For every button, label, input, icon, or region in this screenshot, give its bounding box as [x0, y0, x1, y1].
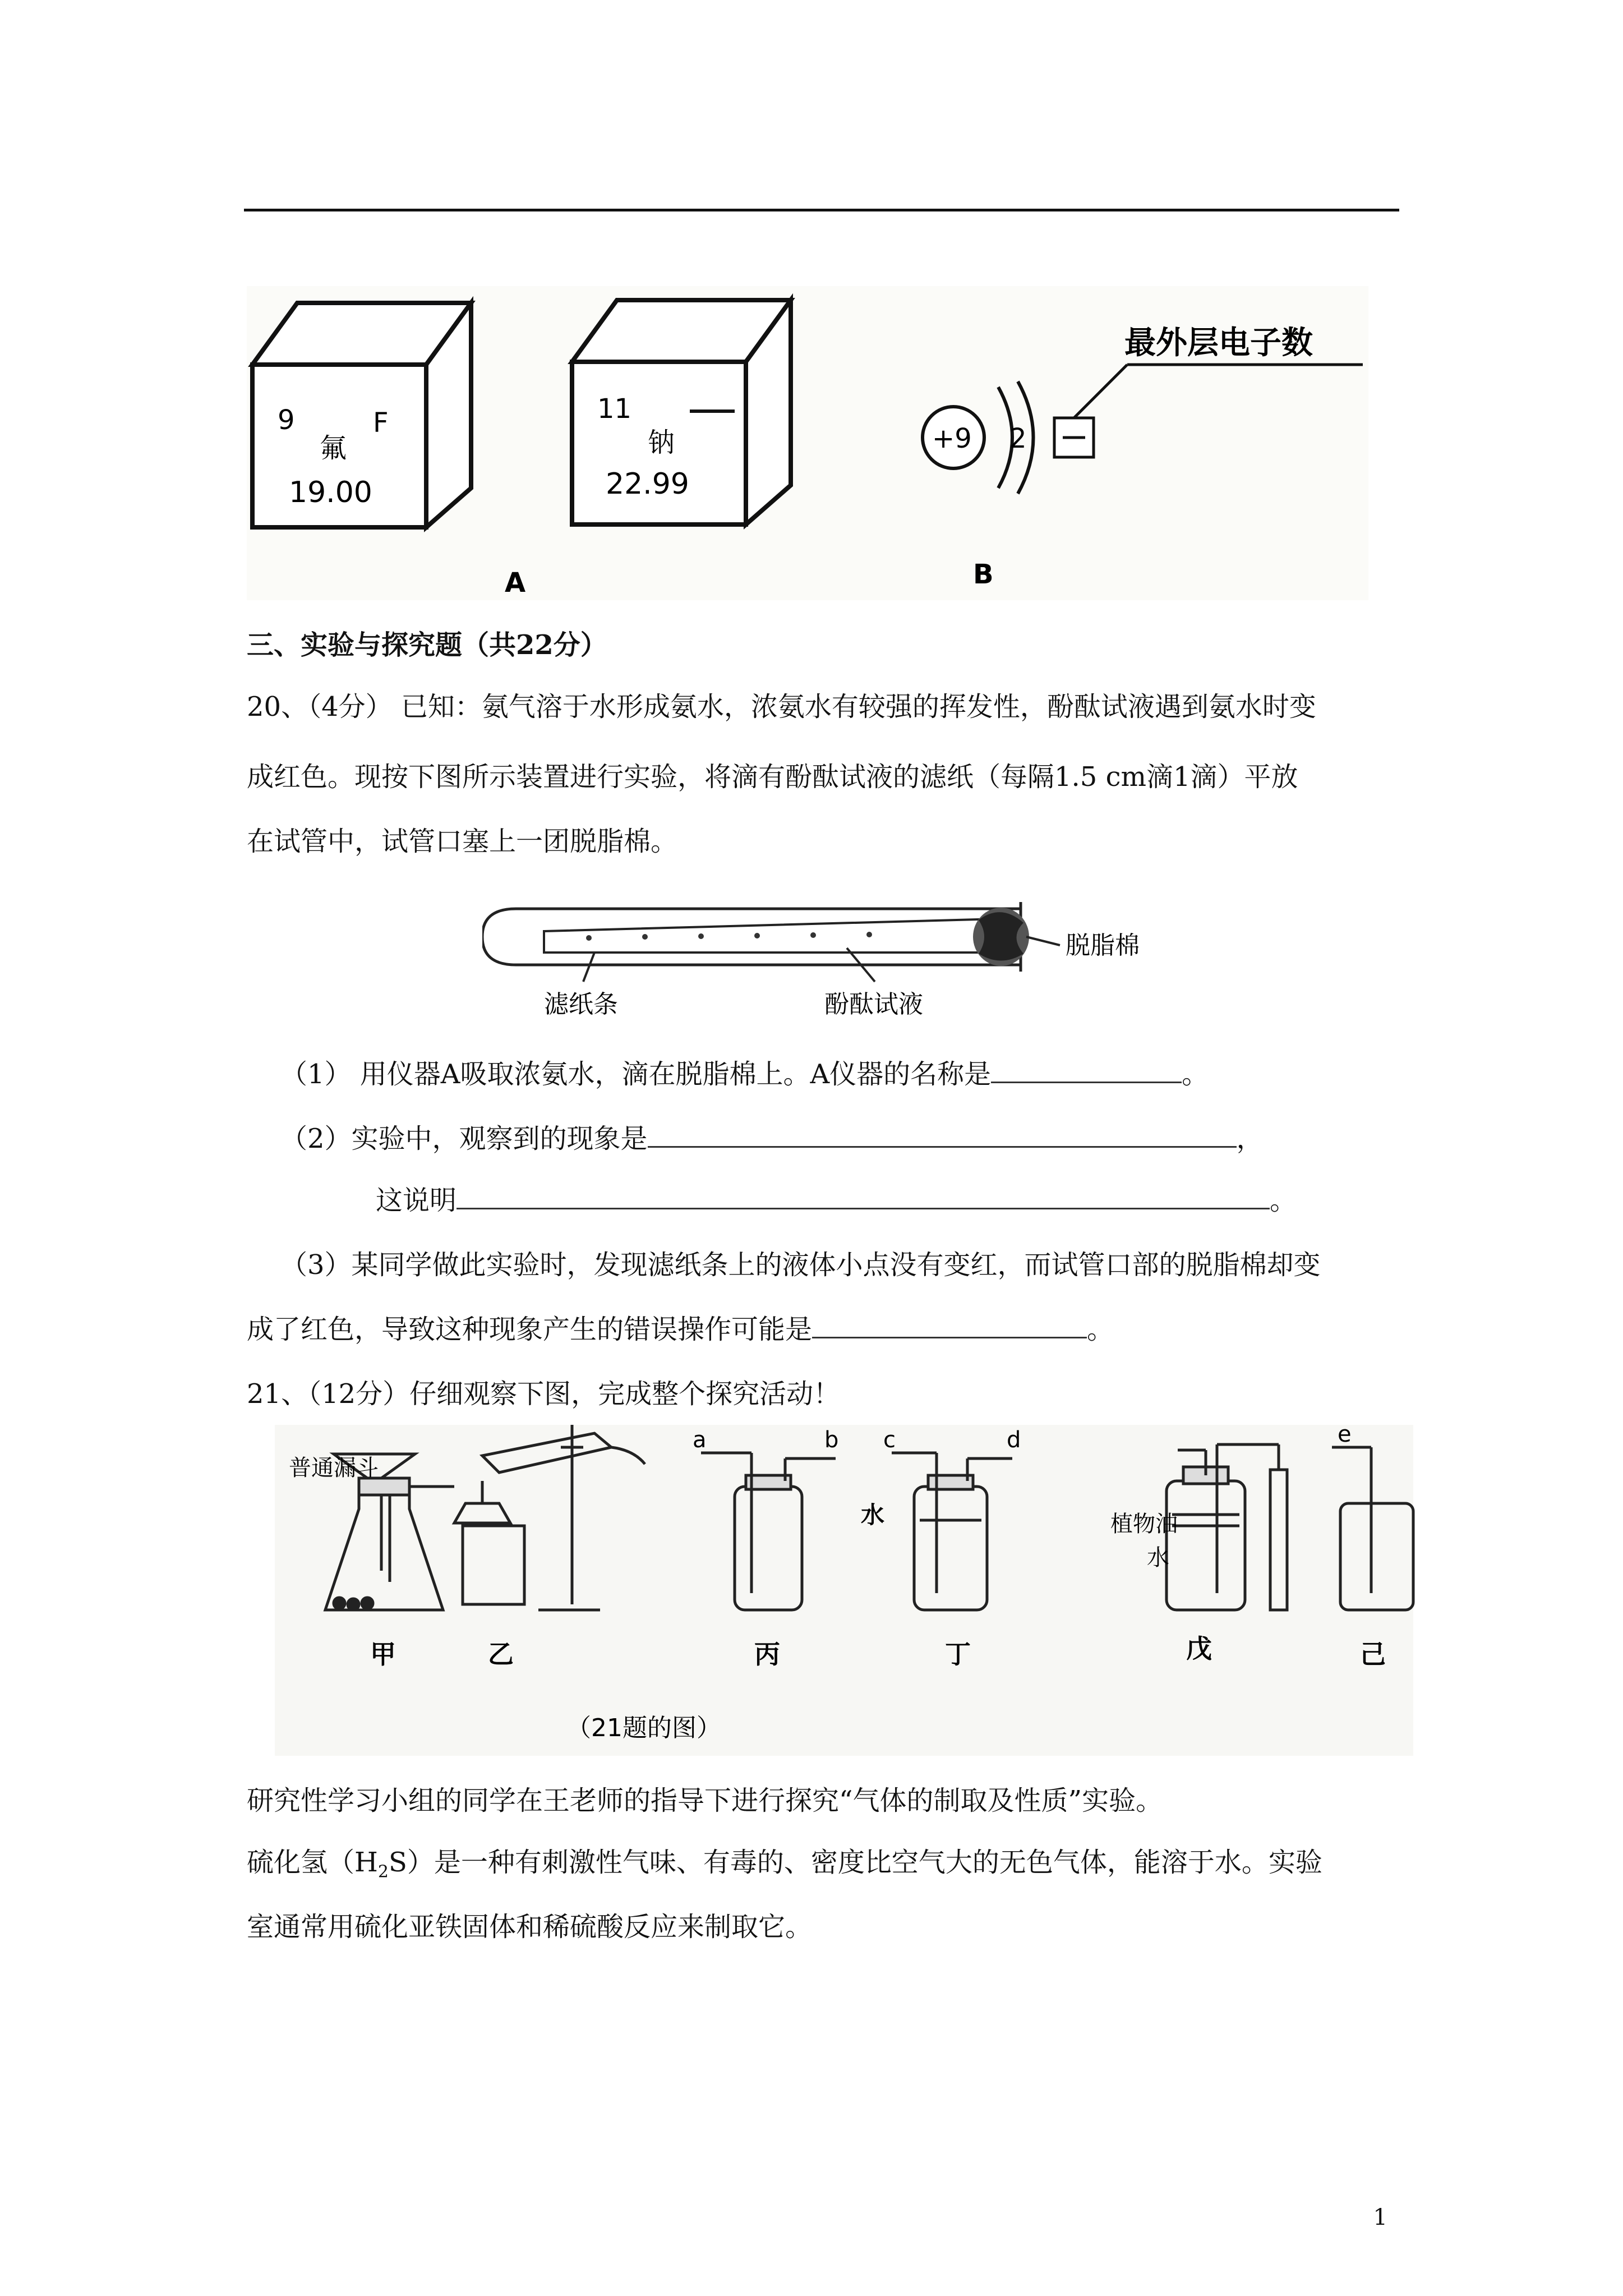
q20-sub2: （2）实验中，观察到的现象是 ， — [280, 1123, 1264, 1154]
label-yi: 乙 — [488, 1639, 514, 1669]
q20-sub2b: 这说明 。 — [376, 1185, 1297, 1216]
fluorine-number: 9 — [278, 404, 295, 436]
indicator-dots — [586, 932, 872, 941]
label-ding: 丁 — [945, 1639, 971, 1669]
nucleus-charge: +9 — [932, 423, 972, 454]
filter-strip-label: 滤纸条 — [544, 990, 618, 1019]
q21-para1: 研究性学习小组的同学在王老师的指导下进行探究“气体的制取及性质”实验。 — [247, 1785, 1163, 1816]
section-heading: 三、实验与探究题（共22分） — [247, 629, 607, 661]
funnel-label: 普通漏斗 — [289, 1455, 379, 1481]
answer-blank-4[interactable] — [812, 1314, 1087, 1338]
sodium-number: 11 — [597, 393, 632, 425]
test-tube-figure — [482, 892, 1166, 1027]
apparatus-figure — [275, 1425, 1419, 1756]
q20-line3: 在试管中，试管口塞上一团脱脂棉。 — [247, 826, 678, 857]
answer-blank-1[interactable] — [991, 1059, 1182, 1083]
element-figure — [247, 269, 1385, 606]
label-jia: 甲 — [370, 1639, 396, 1669]
sodium-cube — [572, 300, 791, 524]
cotton-label: 脱脂棉 — [1066, 931, 1140, 960]
q20-sub3b: 成了红色，导致这种现象产生的错误操作可能是 。 — [247, 1314, 1114, 1345]
q20-sub1: （1） 用仪器A吸取浓氨水，滴在脱脂棉上。A仪器的名称是 。 — [280, 1059, 1209, 1090]
page-number: 1 — [1373, 2205, 1387, 2230]
answer-blank-3[interactable] — [457, 1185, 1270, 1209]
figure-label-a: A — [505, 567, 526, 599]
fluorine-cube — [252, 303, 471, 527]
fluorine-mass: 19.00 — [289, 476, 372, 509]
port-b: b — [824, 1427, 839, 1453]
oil-label: 植物油 — [1110, 1511, 1178, 1537]
sodium-name: 钠 — [648, 427, 675, 458]
q20-line2: 成红色。现按下图所示装置进行实验，将滴有酚酞试液的滤纸（每隔1.5 cm滴1滴）平放 — [247, 761, 1298, 793]
outer-electron-callout: 最外层电子数 — [1124, 325, 1313, 361]
fluorine-symbol: F — [373, 407, 389, 439]
water-label: 水 — [861, 1501, 885, 1529]
q21-line1: 21、（12分）仔细观察下图，完成整个探究活动！ — [247, 1378, 841, 1410]
water2-label: 水 — [1147, 1545, 1169, 1571]
header-rule — [244, 209, 1399, 211]
q21-para2: 硫化氢$(H_2S)$是一种有刺激性气味、有毒的、密度比空气大的无色气体，能溶于水。实验 — [247, 1847, 1322, 1882]
port-c: c — [883, 1427, 896, 1453]
q20-sub3a: （3）某同学做此实验时，发现滤纸条上的液体小点没有变红，而试管口部的脱脂棉却变 — [280, 1249, 1321, 1281]
figure-caption: （21题的图） — [566, 1714, 721, 1742]
q20-line1: 20、（4分） 已知：氨气溶于水形成氨水，浓氨水有较强的挥发性，酚酞试液遇到氨水时变 — [247, 691, 1316, 723]
q21-para3: 室通常用硫化亚铁固体和稀硫酸反应来制取它。 — [247, 1911, 813, 1943]
cotton-plug — [973, 908, 1029, 966]
port-e: e — [1338, 1425, 1352, 1447]
port-a: a — [693, 1427, 707, 1453]
phenolphthalein-label: 酚酞试液 — [824, 990, 923, 1019]
fluorine-name: 氟 — [320, 432, 347, 464]
port-d: d — [1007, 1427, 1021, 1453]
answer-blank-2[interactable] — [648, 1124, 1237, 1148]
label-bing: 丙 — [754, 1639, 780, 1669]
label-ji: 己 — [1360, 1639, 1386, 1669]
figure-label-b: B — [973, 559, 994, 590]
shell-electrons: 2 — [1009, 423, 1027, 454]
sodium-mass: 22.99 — [606, 467, 689, 501]
label-wu: 戊 — [1186, 1634, 1212, 1664]
